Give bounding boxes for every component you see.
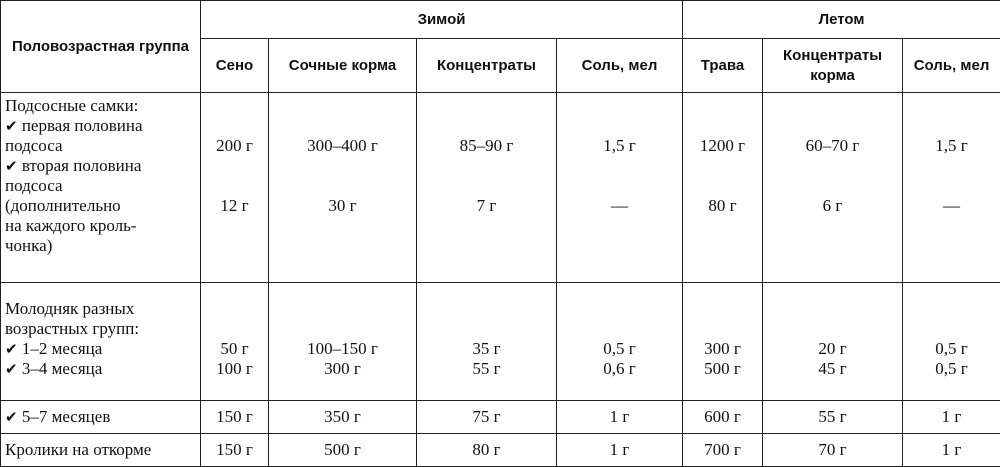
nursing-salt-chalk — [557, 93, 683, 283]
cell-value: 150 г — [201, 434, 269, 467]
cell-value: 1 г — [903, 401, 1000, 434]
cell-value: — — [907, 196, 996, 216]
cell-value: 700 г — [683, 434, 763, 467]
nursing-sub2e: чонка) — [5, 236, 196, 256]
cell-value: 45 г — [767, 359, 898, 379]
winter-header: Зимой — [201, 1, 683, 39]
header-row-top — [1, 1, 1000, 39]
young-sub1: 1–2 месяца — [22, 339, 102, 358]
group-header: Половозрастная группа — [1, 1, 201, 93]
table-row-young — [1, 283, 1000, 401]
cell-value: 7 г — [421, 196, 552, 216]
young-succulent — [269, 283, 417, 401]
cell-value: 60–70 г — [767, 136, 898, 156]
young-concentrates — [417, 283, 557, 401]
cell-value: 85–90 г — [421, 136, 552, 156]
cell-value: 35 г — [421, 339, 552, 359]
cell-value: — — [561, 196, 678, 216]
nursing-sub2: вторая половина — [22, 156, 142, 175]
col-summer-salt-chalk: Соль, мел — [903, 39, 1000, 93]
cell-value: 70 г — [763, 434, 903, 467]
nursing-concentrates — [417, 93, 557, 283]
m5-7-label — [1, 401, 201, 434]
cell-value: 20 г — [767, 339, 898, 359]
nursing-sub1: первая половина — [22, 116, 143, 135]
cell-value: 300 г — [687, 339, 758, 359]
cell-value: 500 г — [687, 359, 758, 379]
check-icon: ✔ — [5, 157, 18, 175]
cell-value: 1,5 г — [907, 136, 996, 156]
nursing-sub2c: (дополнительно — [5, 196, 196, 216]
cell-value: 1200 г — [687, 136, 758, 156]
check-icon: ✔ — [5, 408, 18, 426]
cell-value: 1,5 г — [561, 136, 678, 156]
nursing-label — [1, 93, 201, 283]
nursing-sub2b: подсоса — [5, 176, 196, 196]
col-salt-chalk: Соль, мел — [557, 39, 683, 93]
young-label — [1, 283, 201, 401]
cell-value: 1 г — [903, 434, 1000, 467]
young-summer-salt-chalk — [903, 283, 1000, 401]
cell-value: 350 г — [269, 401, 417, 434]
cell-value: 0,5 г — [907, 359, 996, 379]
col-summer-concentrates: Концентраты корма — [763, 39, 903, 93]
young-title2: возрастных групп: — [5, 319, 196, 339]
check-icon: ✔ — [5, 117, 18, 135]
cell-value: 0,5 г — [561, 339, 678, 359]
cell-value: 50 г — [205, 339, 264, 359]
cell-value: 80 г — [417, 434, 557, 467]
cell-value: 80 г — [687, 196, 758, 216]
table-row-nursing — [1, 93, 1000, 283]
cell-value: 75 г — [417, 401, 557, 434]
cell-value: 6 г — [767, 196, 898, 216]
col-concentrates: Концентраты — [417, 39, 557, 93]
cell-value: 500 г — [269, 434, 417, 467]
cell-value: 100 г — [205, 359, 264, 379]
cell-value: 200 г — [205, 136, 264, 156]
young-title: Молодняк разных — [5, 299, 196, 319]
cell-value: 300–400 г — [273, 136, 412, 156]
cell-value: 0,6 г — [561, 359, 678, 379]
cell-value: 300 г — [273, 359, 412, 379]
cell-value: 1 г — [557, 434, 683, 467]
young-salt-chalk — [557, 283, 683, 401]
nursing-summer-salt-chalk — [903, 93, 1000, 283]
check-icon: ✔ — [5, 340, 18, 358]
cell-value: 55 г — [763, 401, 903, 434]
nursing-title: Подсосные самки: — [5, 96, 196, 116]
nursing-hay — [201, 93, 269, 283]
table-row-5-7 — [1, 401, 1000, 434]
cell-value: 100–150 г — [273, 339, 412, 359]
cell-value: 600 г — [683, 401, 763, 434]
check-icon: ✔ — [5, 360, 18, 378]
nursing-summer-concentrates — [763, 93, 903, 283]
m5-7-title: 5–7 месяцев — [22, 407, 111, 426]
fattening-label: Кролики на откорме — [1, 434, 201, 467]
col-grass: Трава — [683, 39, 763, 93]
nursing-sub1b: подсоса — [5, 136, 196, 156]
cell-value: 12 г — [205, 196, 264, 216]
young-hay — [201, 283, 269, 401]
col-succulent: Сочные корма — [269, 39, 417, 93]
young-summer-concentrates — [763, 283, 903, 401]
cell-value: 55 г — [421, 359, 552, 379]
cell-value: 150 г — [201, 401, 269, 434]
young-grass — [683, 283, 763, 401]
nursing-sub2d: на каждого кроль- — [5, 216, 196, 236]
cell-value: 1 г — [557, 401, 683, 434]
nursing-succulent — [269, 93, 417, 283]
cell-value: 0,5 г — [907, 339, 996, 359]
young-sub2: 3–4 месяца — [22, 359, 102, 378]
table-row-fattening — [1, 434, 1000, 467]
summer-header: Летом — [683, 1, 1000, 39]
nursing-grass — [683, 93, 763, 283]
col-hay: Сено — [201, 39, 269, 93]
cell-value: 30 г — [273, 196, 412, 216]
